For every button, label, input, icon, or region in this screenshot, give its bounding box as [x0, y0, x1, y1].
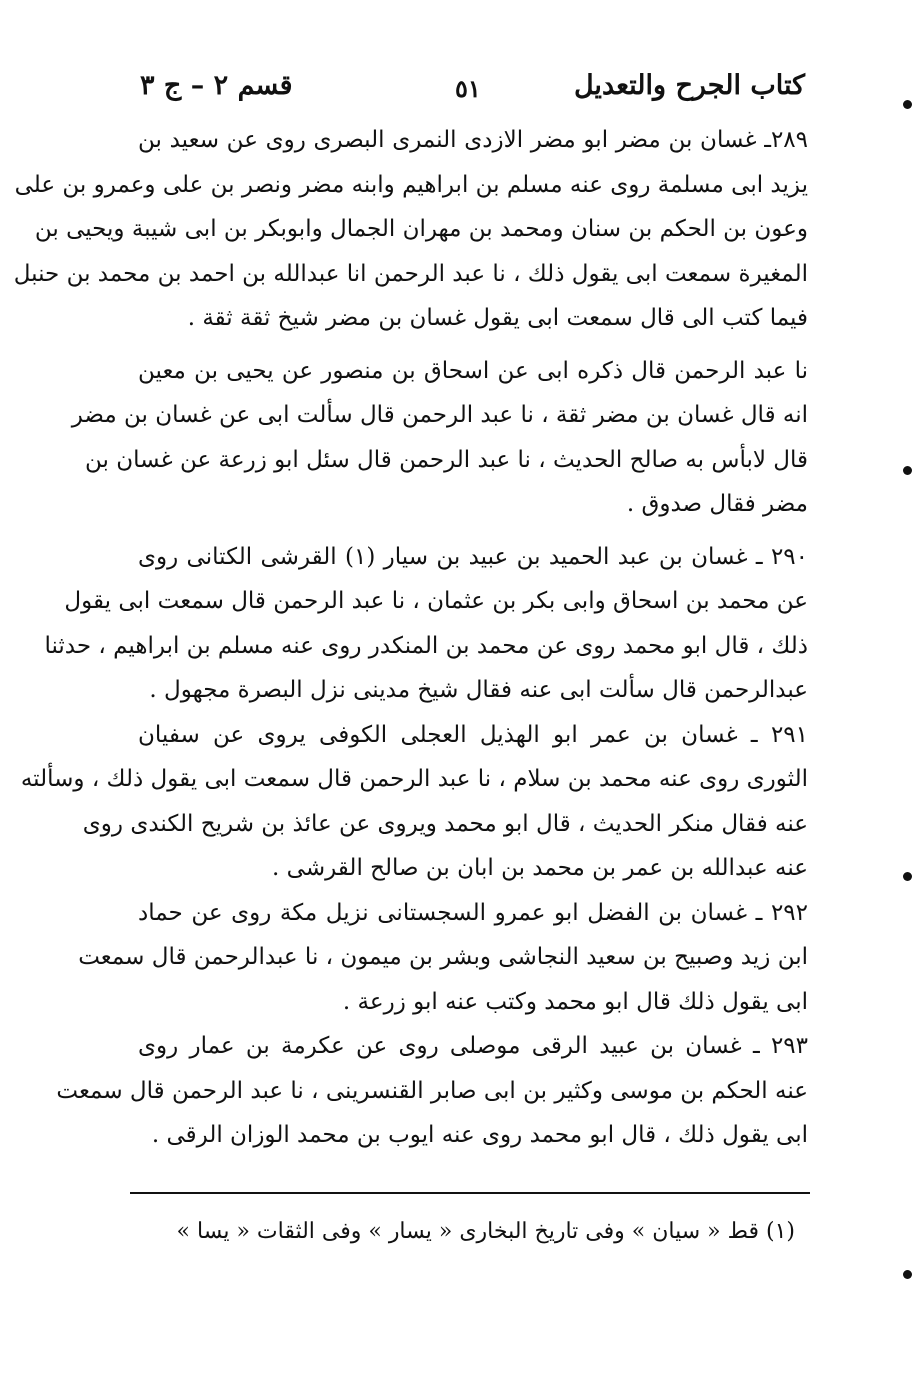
text-line: انه قال غسان بن مضر ثقة ، نا عبد الرحمن قال سألت ابى عن غسان بن مضر [71, 402, 808, 428]
text-line: مضر فقال صدوق . [626, 491, 808, 517]
text-line: وعون بن الحكم بن سنان ومحمد بن مهران الجمال وابوبكر بن ابى شيبة ويحيى بن [34, 216, 808, 242]
section-label: قسم ٢ – ج ٣ [140, 70, 293, 101]
text-line: عبدالرحمن قال سألت ابى عنه فقال شيخ مدينى نزل البصرة مجهول . [149, 677, 808, 703]
body-text [13, 118, 808, 1158]
entry-292 [78, 891, 808, 1025]
entry-289 [13, 118, 808, 341]
text-line: الثورى روى عنه محمد بن سلام ، نا عبد الرحمن قال سمعت ابى يقول ذلك ، وسألته [20, 766, 808, 792]
page-number: ٥١ [455, 74, 481, 103]
text-line: ذلك ، قال ابو محمد روى عن محمد بن المنكدر روى عنه مسلم بن ابراهيم ، حدثنا [44, 632, 808, 659]
footnote: (١) قط « سيان » وفى تاريخ البخارى « يسار » وفى الثقات « يسا » [176, 1219, 795, 1244]
text-line: نا عبد الرحمن قال ذكره ابى عن اسحاق بن منصور عن يحيى بن معين [138, 357, 808, 384]
text-line: عنه عبدالله بن عمر بن محمد بن ابان بن صالح القرشى . [272, 855, 808, 881]
text-line: ٢٨٩ـ غسان بن مضر ابو مضر الازدى النمرى البصرى روى عن سعيد بن [138, 127, 808, 153]
margin-dot [903, 100, 912, 109]
entry-290 [44, 535, 808, 713]
entry-291 [20, 713, 808, 891]
text-line: عنه فقال منكر الحديث ، قال ابو محمد ويروى عن عائذ بن شريح الكندى روى [82, 810, 808, 837]
margin-dot [903, 1270, 912, 1279]
text-line: ٢٩٠ ـ غسان بن عبد الحميد بن عبيد بن سيار (١) القرشى الكتانى روى [138, 543, 808, 570]
text-line: عن محمد بن اسحاق وابى بكر بن عثمان ، نا عبد الرحمن قال سمعت ابى يقول [64, 588, 808, 614]
book-title: كتاب الجرح والتعديل [573, 70, 805, 101]
margin-dot [903, 466, 912, 475]
text-line: المغيرة سمعت ابى يقول ذلك ، نا عبد الرحمن انا عبدالله بن احمد بن محمد بن حنبل [13, 260, 808, 287]
text-line: ٢٩٢ ـ غسان بن الفضل ابو عمرو السجستانى نزيل مكة روى عن حماد [138, 899, 808, 926]
entry-289-continued [71, 349, 808, 527]
text-line: قال لابأس به صالح الحديث ، نا عبد الرحمن قال سئل ابو زرعة عن غسان بن [85, 446, 808, 473]
footnote-separator [130, 1192, 810, 1194]
text-line: عنه الحكم بن موسى وكثير بن ابى صابر القنسرينى ، نا عبد الرحمن قال سمعت [56, 1077, 808, 1104]
text-line: ابى يقول ذلك قال ابو محمد وكتب عنه ابو زرعة . [342, 988, 808, 1015]
text-line: فيما كتب الى قال سمعت ابى يقول غسان بن مضر شيخ ثقة ثقة . [187, 305, 808, 331]
text-line: ابن زيد وصبيح بن سعيد النجاشى وبشر بن ميمون ، نا عبدالرحمن قال سمعت [78, 944, 808, 970]
text-line: ٢٩١ ـ غسان بن عمر ابو الهذيل العجلى الكوفى يروى عن سفيان [138, 721, 808, 748]
page-header [140, 64, 805, 120]
margin-dot [903, 872, 912, 881]
text-line: يزيد ابى مسلمة روى عنه مسلم بن ابراهيم وابنه مضر ونصر بن على وعمرو بن على [14, 171, 808, 198]
entry-293 [56, 1024, 808, 1158]
text-line: ابى يقول ذلك ، قال ابو محمد روى عنه ايوب بن محمد الوزان الرقى . [151, 1122, 808, 1148]
text-line: ٢٩٣ ـ غسان بن عبيد الرقى موصلى روى عن عكرمة بن عمار روى [138, 1033, 808, 1059]
